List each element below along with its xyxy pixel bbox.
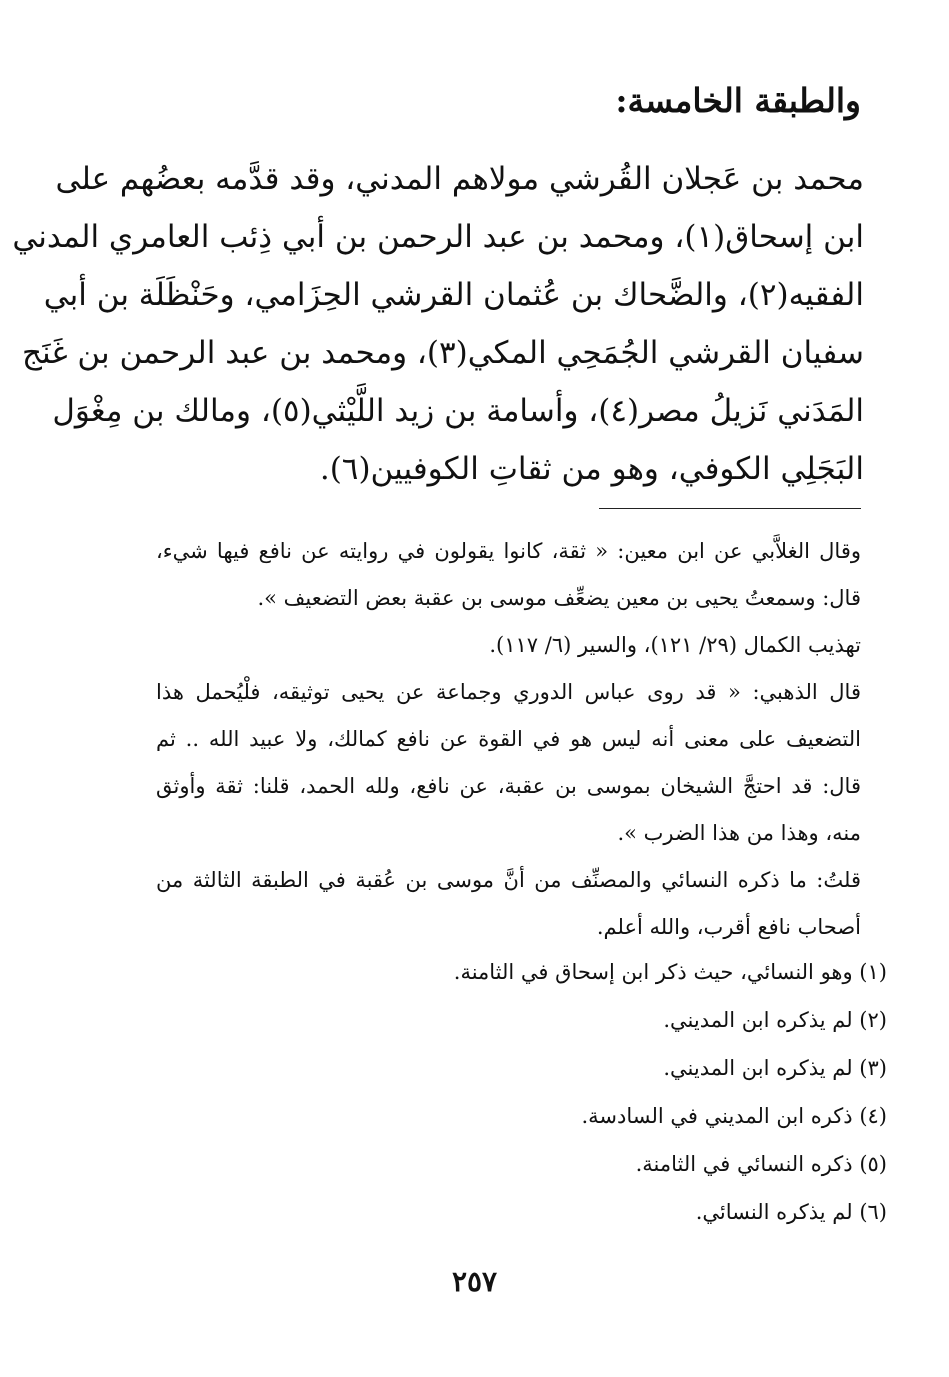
continued-notes <box>156 528 861 951</box>
body-line-6: البَجَلِي الكوفي، وهو من ثقاتِ الكوفيين(٦). <box>319 451 864 487</box>
footnotes-list <box>182 948 887 1236</box>
page-number: ٢٥٧ <box>451 1265 498 1298</box>
note-line-1: وقال الغلاَّبي عن ابن معين: « ثقة، كانوا يقولون في روايته عن نافع فيها شيء، <box>156 539 861 563</box>
footnote-3: (٣) لم يذكره ابن المديني. <box>663 1056 887 1080</box>
footnote-4: (٤) ذكره ابن المديني في السادسة. <box>581 1104 887 1128</box>
footnote-divider <box>599 508 861 509</box>
footnote-2: (٢) لم يذكره ابن المديني. <box>663 1008 887 1032</box>
body-line-4: سفيان القرشي الجُمَحِي المكي(٣)، ومحمد بن عبد الرحمن بن غَنَج <box>22 335 864 371</box>
note-line-8: قلتُ: ما ذكره النسائي والمصنِّف من أنَّ موسى بن عُقبة في الطبقة الثالثة من <box>156 868 861 892</box>
note-line-9: أصحاب نافع أقرب، والله أعلم. <box>596 915 861 939</box>
note-line-4: قال الذهبي: « قد روى عباس الدوري وجماعة عن يحيى توثيقه، فلْيُحمل هذا <box>156 680 861 704</box>
footnote-5: (٥) ذكره النسائي في الثامنة. <box>635 1152 887 1176</box>
note-line-2: قال: وسمعتُ يحيى بن معين يضعِّف موسى بن عقبة بعض التضعيف ». <box>257 586 861 610</box>
note-line-6: قال: قد احتجَّ الشيخان بموسى بن عقبة، عن نافع، ولله الحمد، قلنا: ثقة وأوثق <box>156 774 861 798</box>
body-line-5: المَدَني نَزيلُ مصر(٤)، وأسامة بن زيد اللَّيْثي(٥)، ومالك بن مِغْوَل <box>52 393 864 429</box>
body-line-1: محمد بن عَجلان القُرشي مولاهم المدني، وقد قدَّمه بعضُهم على <box>55 161 864 197</box>
body-line-2: ابن إسحاق(١)، ومحمد بن عبد الرحمن بن أبي ذِئب العامري المدني <box>12 219 864 255</box>
note-line-5: التضعيف على معنى أنه ليس هو في القوة عن نافع كمالك، ولا عبيد الله .. ثم <box>156 727 861 751</box>
footnote-6: (٦) لم يذكره النسائي. <box>695 1200 887 1224</box>
main-body-text <box>12 150 864 498</box>
footnote-1: (١) وهو النسائي، حيث ذكر ابن إسحاق في الثامنة. <box>453 960 887 984</box>
note-line-3: تهذيب الكمال (٢٩/ ١٢١)، والسير (٦/ ١١٧). <box>489 633 861 657</box>
note-line-7: منه، وهذا من هذا الضرب ». <box>617 821 861 845</box>
body-line-3: الفقيه(٢)، والضَّحاك بن عُثمان القرشي الحِزَامي، وحَنْظَلَة بن أبي <box>43 277 864 313</box>
section-heading: والطبقة الخامسة: <box>615 81 861 120</box>
